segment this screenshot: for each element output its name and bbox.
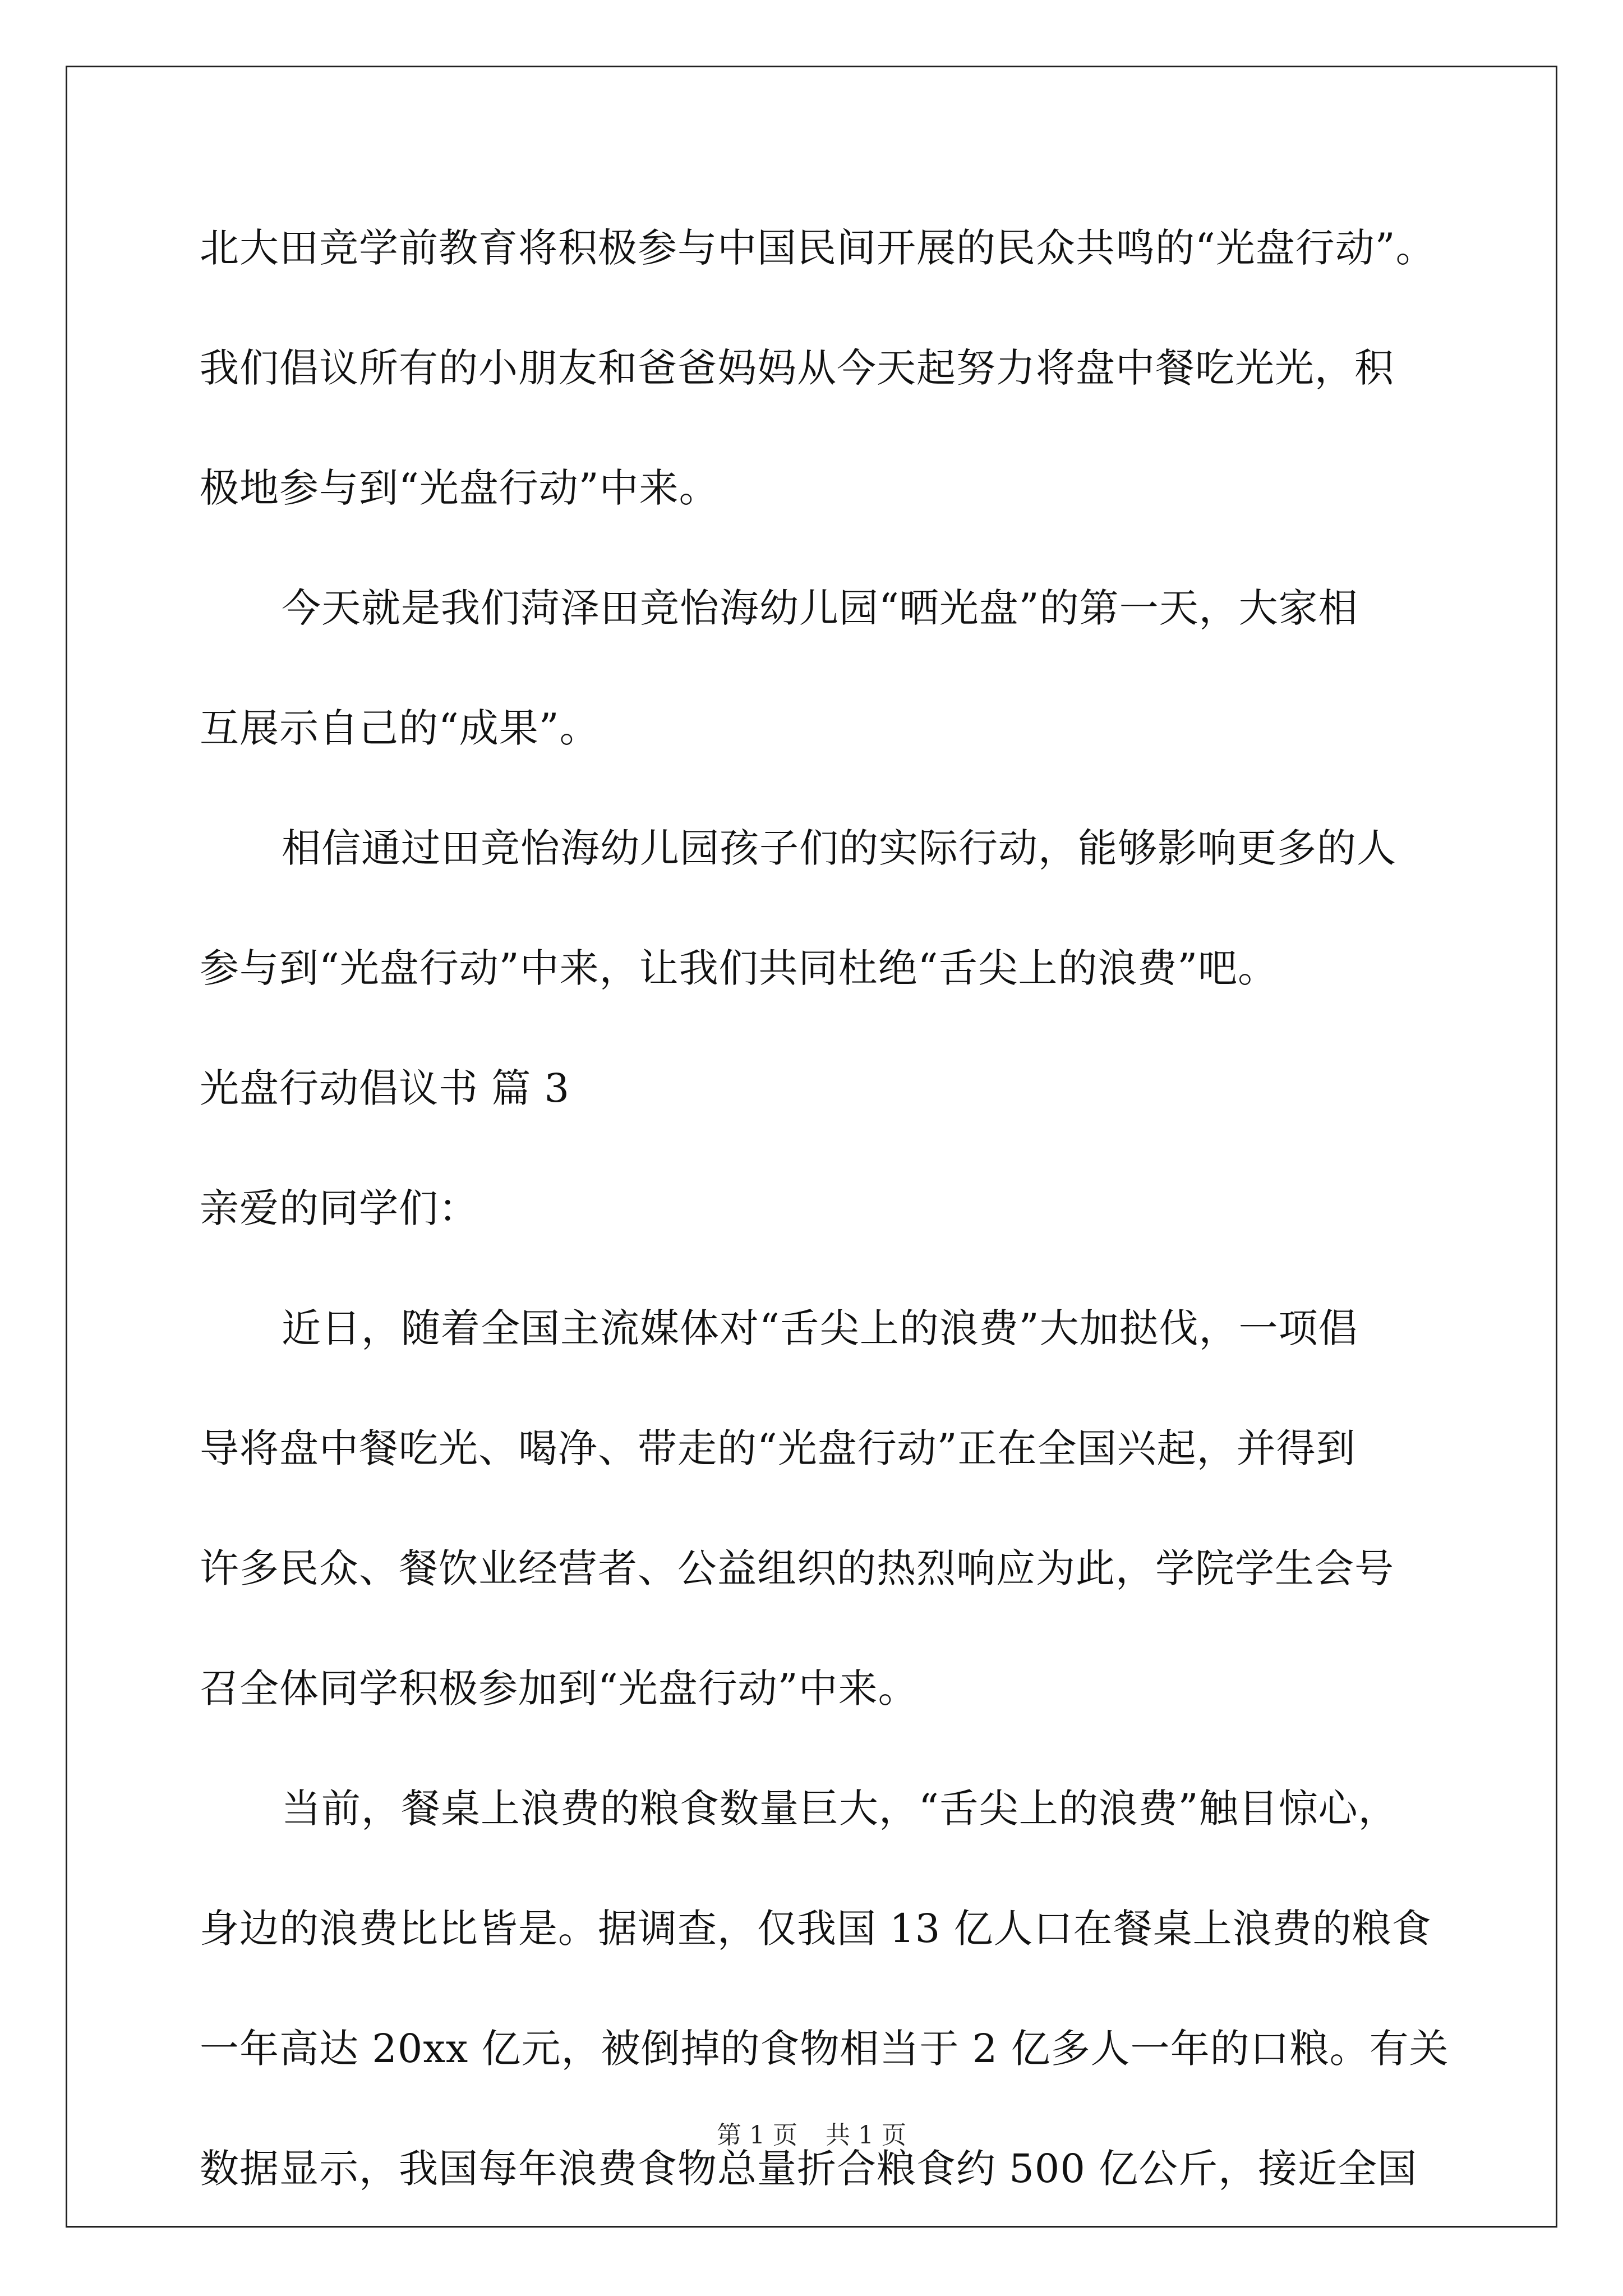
text-line-4: 今天就是我们菏泽田竞怡海幼儿园“晒光盘”的第一天，大家相 (282, 585, 1358, 631)
text-line-14: 当前，餐桌上浪费的粮食数量巨大，“舌尖上的浪费”触目惊心， (282, 1786, 1398, 1832)
text-line-2: 我们倡议所有的小朋友和爸爸妈妈从今天起努力将盘中餐吃光光，积 (200, 345, 1394, 391)
page-number-total: 共 1 页 (826, 2121, 906, 2150)
text-line-11: 导将盘中餐吃光、喝净、带走的“光盘行动”正在全国兴起，并得到 (200, 1425, 1356, 1471)
text-line-15: 身边的浪费比比皆是。据调查，仅我国 13 亿人口在餐桌上浪费的粮食 (200, 1906, 1432, 1952)
text-line-5: 互展示自己的“成果”。 (200, 705, 600, 751)
text-line-13: 召全体同学积极参加到“光盘行动”中来。 (200, 1665, 918, 1711)
salutation: 亲爱的同学们： (200, 1185, 478, 1231)
text-line-10: 近日，随着全国主流媒体对“舌尖上的浪费”大加挞伐，一项倡 (282, 1305, 1358, 1351)
document-body (200, 214, 1449, 2255)
page-number-current: 第 1 页 (717, 2121, 797, 2150)
text-line-7: 参与到“光盘行动”中来，让我们共同杜绝“舌尖上的浪费”吧。 (200, 945, 1278, 991)
section-heading: 光盘行动倡议书 篇 3 (200, 1065, 570, 1111)
text-line-1: 北大田竞学前教育将积极参与中国民间开展的民众共鸣的“光盘行动”。 (200, 225, 1436, 271)
text-line-17: 数据显示，我国每年浪费食物总量折合粮食约 500 亿公斤，接近全国 (200, 2146, 1418, 2192)
text-line-6: 相信通过田竞怡海幼儿园孩子们的实际行动，能够影响更多的人 (282, 825, 1396, 871)
text-line-3: 极地参与到“光盘行动”中来。 (200, 465, 719, 511)
text-line-16: 一年高达 20xx 亿元，被倒掉的食物相当于 2 亿多人一年的口粮。有关 (200, 2026, 1449, 2072)
text-line-12: 许多民众、餐饮业经营者、公益组织的热烈响应为此，学院学生会号 (200, 1545, 1394, 1591)
page-footer (0, 2115, 1623, 2151)
